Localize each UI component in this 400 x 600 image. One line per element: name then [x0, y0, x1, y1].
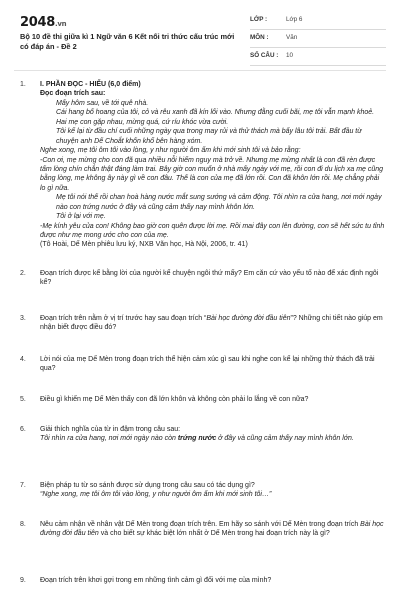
- passage-source: (Tô Hoài, Dế Mèn phiêu lưu ký, NXB Văn học, Hà Nội, 2006, tr. 41): [40, 241, 248, 249]
- question-text: Đoạn trích được kể bằng lời của người kể chuyện ngôi thứ mấy? Em căn cứ vào yếu tố nào để xác định ngôi kể?: [40, 270, 379, 287]
- meta-label: MÔN :: [250, 34, 269, 42]
- section-heading: I. PHẦN ĐỌC - HIỂU (6,0 điểm): [40, 81, 141, 88]
- question-number: 3.: [20, 315, 26, 322]
- text-part: Nêu cảm nhận về nhân vật Dế Mèn trong đoạn trích trên. Em hãy so sánh với Dế Mèn trong đoạn trích: [40, 521, 361, 528]
- text-part: và cho biết sự khác biệt lớn nhất ở Dế Mèn trong hai đoạn trích này là gì?: [98, 530, 330, 538]
- text-part: ở đây và cũng cảm thấy nay mình khôn lớn.: [216, 435, 354, 443]
- bold-term: trứng nước: [177, 435, 217, 443]
- passage-line: Mẹ tôi nói thế rồi chan hoà hàng nước mắt sung sướng và cảm động. Tôi nhìn ra cửa hang, nơi mới ngày nào con trứng nước ở đây và cũng cảm thấy nay mình khôn lớn.: [56, 194, 382, 211]
- passage-line: Mấy hôm sau, về tới quê nhà.: [56, 99, 149, 107]
- question-body: [40, 80, 386, 250]
- question-body: [40, 314, 386, 333]
- question-number: 2.: [20, 270, 26, 277]
- italic-title: Bài học đường đời đầu tiên: [206, 315, 291, 322]
- question-quote: [40, 434, 386, 443]
- question-body: [40, 576, 386, 585]
- question-body: [40, 395, 386, 404]
- question-quote: “Nghe xong, mẹ tôi ôm tôi vào lòng, y như người ôm ấm khi mới sinh tôi…”: [40, 491, 272, 499]
- meta-value: Lớp 6: [286, 16, 303, 24]
- question-number: 9.: [20, 577, 26, 584]
- text-part: Tôi nhìn ra cửa hang, nơi mới ngày nào còn: [40, 435, 178, 443]
- question-text: Đoạn trích trên khơi gợi trong em những tình cảm gì đối với mẹ của mình?: [40, 577, 272, 584]
- header-divider: [14, 70, 386, 71]
- meta-value: 10: [286, 52, 294, 60]
- passage-line: Cái hang bố hoang của tôi, cỏ và rêu xanh đã kín lối vào. Nhưng đằng cuối bãi, mẹ tôi vẫn mạnh khoẻ. Hai mẹ con gặp nhau, mừng quá, cứ ríu khóc vừa cười.: [56, 109, 375, 126]
- question-body: [40, 355, 386, 374]
- question-body: [40, 269, 386, 288]
- passage-line: Tôi ở lại với mẹ.: [56, 213, 106, 221]
- question-text: Điều gì khiến mẹ Dế Mèn thấy con đã lớn khôn và không còn phải lo lắng về con nữa?: [40, 396, 309, 403]
- meta-label: SỐ CÂU :: [250, 52, 279, 60]
- meta-label: LỚP :: [250, 16, 268, 24]
- site-logo[interactable]: [20, 14, 66, 32]
- meta-row-class: [250, 12, 386, 30]
- meta-value: Văn: [286, 34, 298, 42]
- question-number: 4.: [20, 356, 26, 363]
- question-text: [40, 520, 386, 539]
- question-body: [40, 520, 386, 539]
- question-text: [40, 314, 386, 333]
- passage-line: -Con ơi, mẹ mừng cho con đã qua nhiều nỗi hiểm nguy mà trở về. Nhưng mẹ mừng nhất là con đã rèn được tấm lòng chín chắn thật đáng làm trai. Bây giờ con muốn ở nhà mấy ngày với mẹ, rồi con đi du lịch xa mẹ cũng bằng lòng, mẹ không ây này gì về con đâu. Thế là con của mẹ đã lớn rồi. Con đã khôn lớn rồi. Mẹ chẳng phải lo gì nữa.: [40, 156, 384, 192]
- logo-main: 2048: [20, 15, 55, 30]
- question-number: 6.: [20, 426, 26, 433]
- text-part: ”? Những chi tiết nào giúp em nhận biết được điều đó?: [40, 315, 383, 332]
- question-text: Giải thích nghĩa của từ in đậm trong câu sau:: [40, 426, 181, 433]
- italic-title: Bài học đường đời đầu tiên: [40, 521, 384, 538]
- question-body: [40, 425, 386, 444]
- question-number: 8.: [20, 521, 26, 528]
- question-text: Biện pháp tu từ so sánh được sử dụng trong câu sau có tác dụng gì?: [40, 482, 255, 489]
- question-number: 7.: [20, 482, 26, 489]
- meta-row-subject: [250, 30, 386, 48]
- meta-panel: [250, 12, 386, 66]
- section-subheading: Đọc đoạn trích sau:: [40, 90, 106, 98]
- logo-tld: .vn: [54, 20, 67, 28]
- passage-line: Nghe xong, mẹ tôi ôm tôi vào lòng, y như người ôm ấm khi mới sinh tôi và bảo rằng:: [40, 147, 301, 155]
- question-number: 1.: [20, 81, 26, 88]
- text-part: Đoạn trích trên nằm ở vị trí trước hay sau đoạn trích “: [40, 315, 207, 322]
- passage-line: -Mẹ kính yêu của con! Không bao giờ con quên được lời mẹ. Rồi mai đây con lên đường, con sẽ hết sức tu tỉnh được như mẹ mong ước cho con của mẹ.: [40, 222, 385, 239]
- passage-line: Tôi kể lại từ đầu chí cuối những ngày qua trong may rủi và thử thách mà bấy lâu tôi trải. Bất đầu từ chuyện anh Dế Choắt khốn khổ bên hàng xóm.: [56, 128, 362, 145]
- question-number: 5.: [20, 396, 26, 403]
- question-body: [40, 481, 386, 500]
- document-title: Bộ 10 đề thi giữa kì 1 Ngữ văn 6 Kết nối tri thức cấu trúc mới có đáp án - Đề 2: [20, 32, 235, 51]
- question-text: Lời nói của mẹ Dế Mèn trong đoạn trích thể hiện cảm xúc gì sau khi nghe con kể lại những thử thách đã trải qua?: [40, 356, 375, 373]
- meta-row-count: [250, 48, 386, 66]
